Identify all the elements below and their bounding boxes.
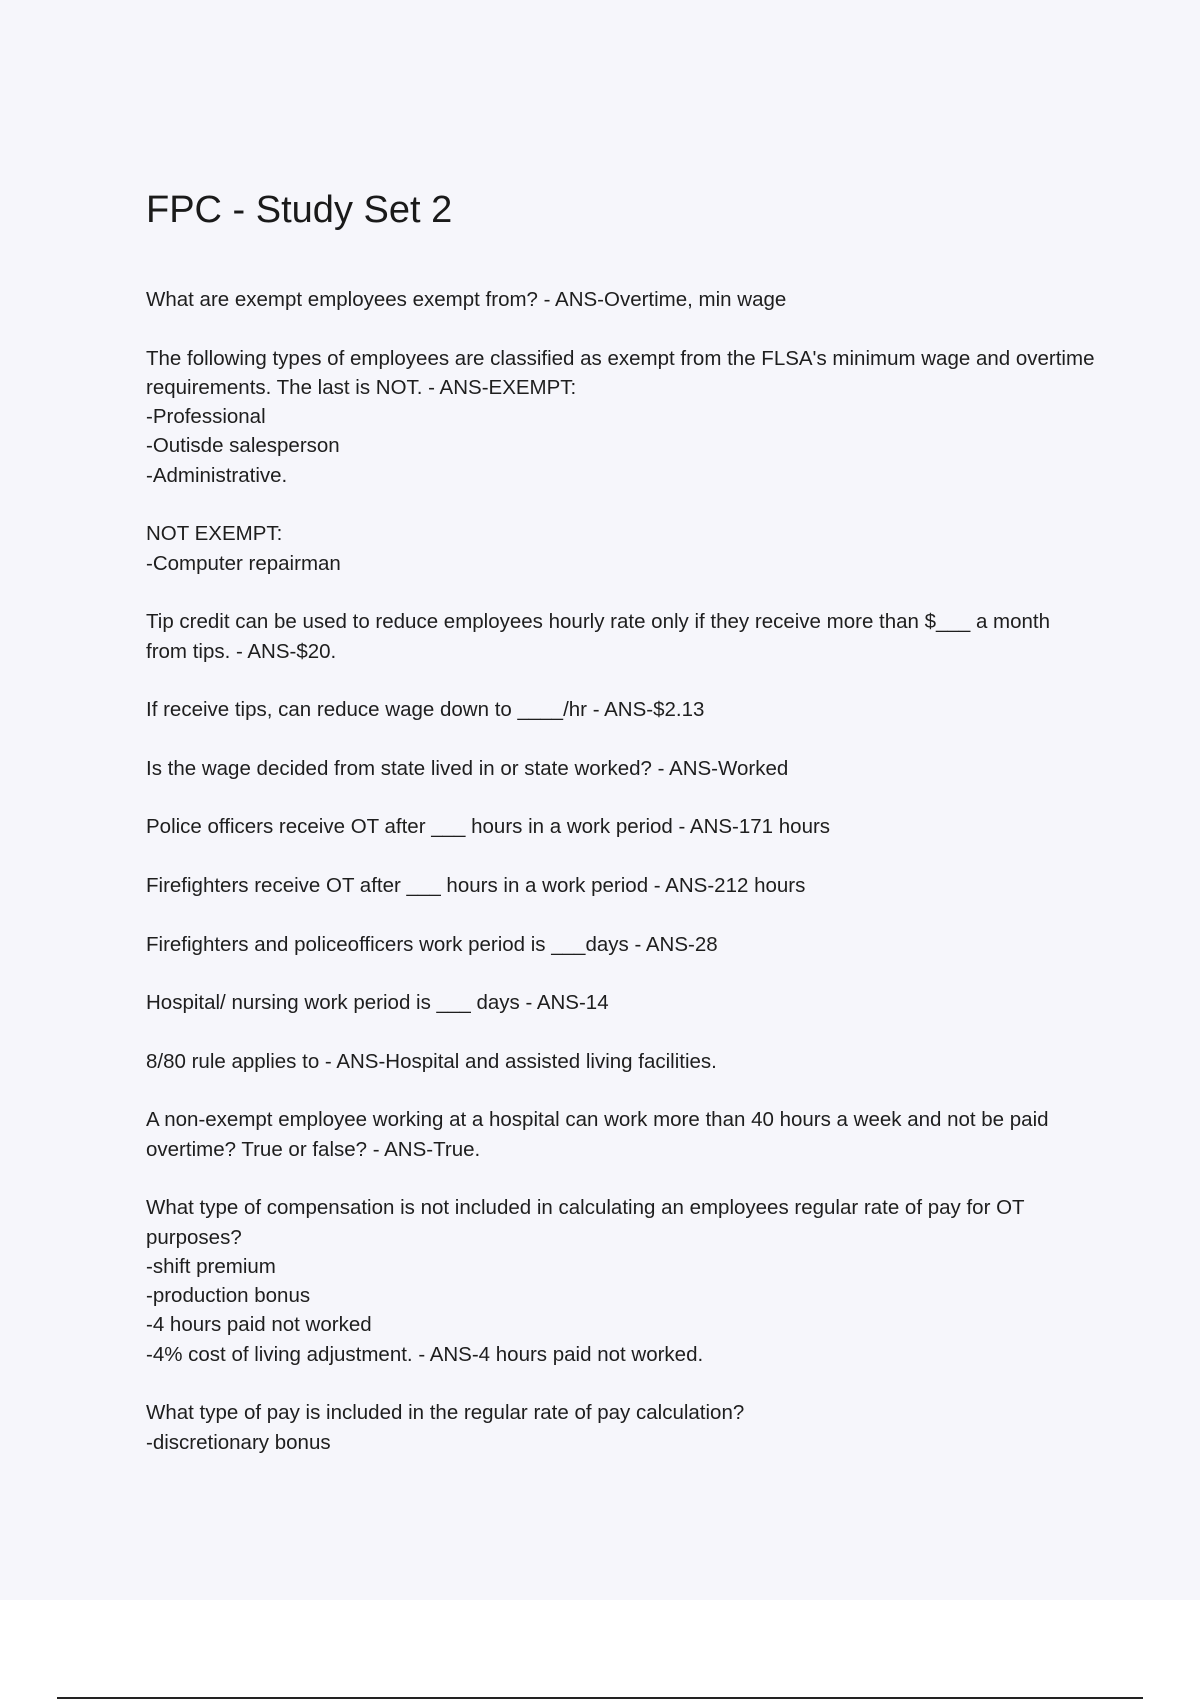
qa-entry: Police officers receive OT after ___ hours in a work period - ANS-171 hours xyxy=(146,815,831,839)
qa-entry: Firefighters receive OT after ___ hours in a work period - ANS-212 hours xyxy=(146,873,806,897)
qa-entry: NOT EXEMPT: -Computer repairman xyxy=(146,522,341,575)
qa-entry: Is the wage decided from state lived in or state worked? - ANS-Worked xyxy=(146,756,789,780)
qa-entry: What type of pay is included in the regular rate of pay calculation? -discretionary bonus xyxy=(146,1401,745,1454)
qa-entry: What are exempt employees exempt from? - ANS-Overtime, min wage xyxy=(146,288,787,311)
qa-entry: Tip credit can be used to reduce employees hourly rate only if they receive more than $___ a month from tips. - ANS-$20. xyxy=(146,610,1051,663)
qa-entry: Firefighters and policeofficers work period is ___days - ANS-28 xyxy=(146,932,718,956)
document-title: FPC - Study Set 2 xyxy=(146,189,453,231)
qa-entry: If receive tips, can reduce wage down to ____/hr - ANS-$2.13 xyxy=(146,698,705,722)
qa-entry: Hospital/ nursing work period is ___ days - ANS-14 xyxy=(146,991,609,1015)
qa-entry: The following types of employees are classified as exempt from the FLSA's minimum wage and overtime requirements. The last is NOT. - ANS-EXEMPT: -Professional -Outisde salesperson -Administrative. xyxy=(146,346,1095,487)
page-divider xyxy=(57,1697,1143,1699)
document-content xyxy=(146,188,1096,1486)
qa-entry: A non-exempt employee working at a hospital can work more than 40 hours a week and not be paid overtime? True or false? - ANS-True. xyxy=(146,1108,1049,1161)
qa-entry: What type of compensation is not included in calculating an employees regular rate of pay for OT purposes? -shift premium -production bonus -4 hours paid not worked -4% cost of living adjustment. - ANS-4 hours paid not worked. xyxy=(146,1196,1025,1366)
qa-entry: 8/80 rule applies to - ANS-Hospital and assisted living facilities. xyxy=(146,1049,717,1073)
